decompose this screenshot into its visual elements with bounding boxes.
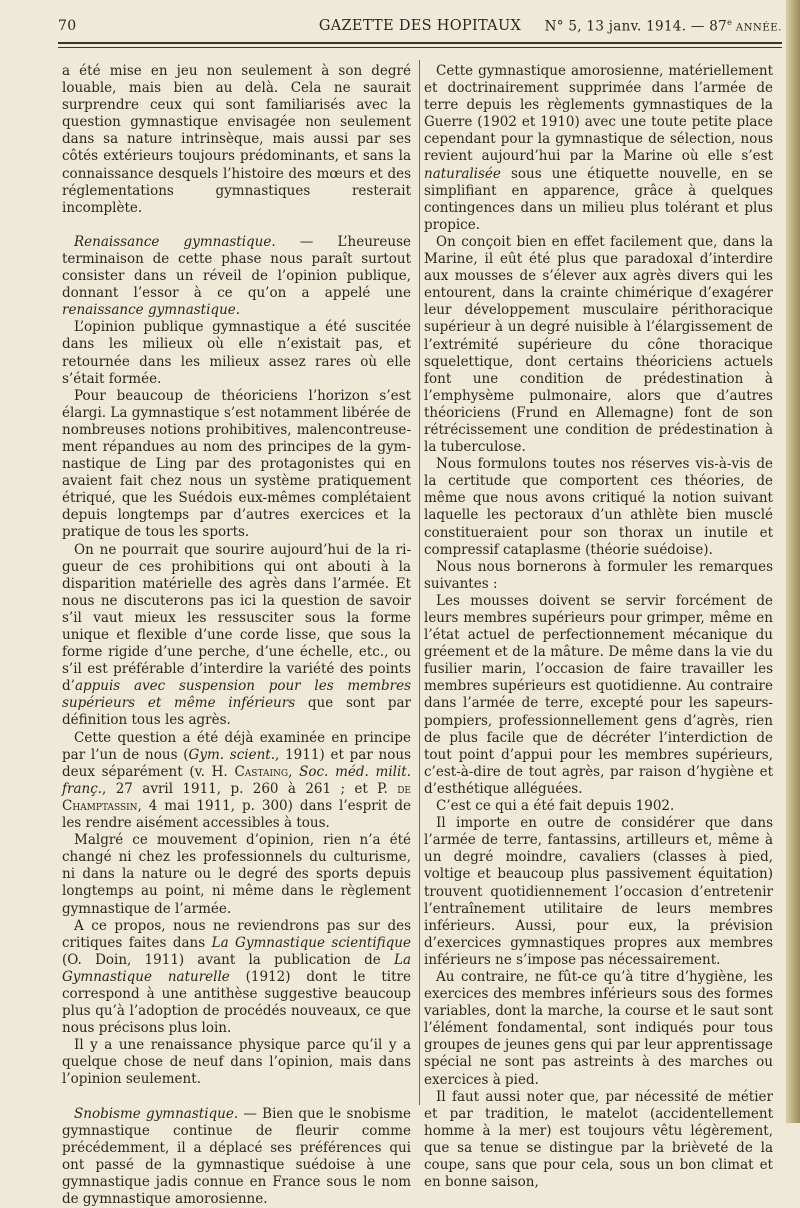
section-heading-snobisme: Snobisme gymnastique. <box>74 1105 239 1122</box>
paragraph-snobisme <box>62 1106 411 1208</box>
right-column <box>424 63 773 1191</box>
paragraph-renaissance <box>62 234 411 319</box>
issue-annee: ANNÉE. <box>732 22 782 34</box>
paragraph <box>424 63 773 234</box>
text-run: , <box>288 763 300 780</box>
paragraph: Nous nous bornerons à formuler les remarques suivantes : <box>424 558 773 592</box>
text-run: — L’heureuse terminaison de cette phase nous paraît surtout consister dans un réveil de l’opinion publique, donnant l’essor à ce qu’on a appelé une <box>62 233 411 302</box>
text-run: — Bien que le snobisme gymnastique continue de fleurir comme précédemment, il a déplacé ses préférences qui ont passé de la gymnastique suédoise à une gymnastique jadis connue en France sous le nom de gymnastique amorosienne. <box>62 1105 411 1207</box>
paragraph: Il importe en outre de considérer que dans l’armée de terre, fantassins, artilleurs et, même à un degré moindre, cavaliers (classes à pied, voltige et beaucoup plus passivement équitation) trouvent quotidiennement l’occasion d’entretenir l’entraînement utilitaire de leurs membres inférieurs. Aussi, pour eux, la prévision d’exercices gymnastiques propres aux membres inférieurs ne s’impose pas nécessairement. <box>424 815 773 968</box>
text-run: , 27 avril 1911, p. 260 à 261 ; et P. <box>102 780 398 797</box>
paragraph: Au contraire, ne fût-ce qu’à titre d’hygiène, les exercices des membres inférieurs sous des formes variables, dont la marche, la course et le saut sont l’élément fondamental, sont indiqués pour tous groupes de jeunes gens qui par leur apprentissage spécial ne sont pas astreints à des marches ou exercices à pied. <box>424 968 773 1088</box>
issue-date: N° 5, 13 janv. 1914. — 87 <box>544 18 728 35</box>
italic-run: appuis avec suspension pour les membres supérieurs et même inférieurs <box>62 678 411 712</box>
author-name: Castaing <box>234 763 289 780</box>
issue-info <box>545 18 782 35</box>
section-heading-renaissance: Renaissance gymnastique. <box>74 233 276 250</box>
column-divider <box>419 60 420 1105</box>
italic-run: renaissance gymnastique <box>62 302 236 319</box>
paragraph: L’opinion publique gymnastique a été suscitée dans les milieux où elle n’existait pas, et retournée dans les milieux assez rares où elle s’était formée. <box>62 319 411 387</box>
text-run: A ce propos, nous ne reviendrons pas sur des critiques faites dans <box>62 917 411 951</box>
text-run: , 1911) et par nous deux séparément (v. H. <box>62 746 411 780</box>
paragraph: Il y a une renaissance physique parce qu’il y a quelque chose de neuf dans l’opinion, mais dans l’opinion seulement. <box>62 1037 411 1088</box>
paragraph <box>62 918 411 1038</box>
issue-sup: e <box>727 18 733 27</box>
text-run: . <box>235 302 241 319</box>
book-title: La Gymnastique naturelle <box>62 951 411 985</box>
running-header <box>58 14 782 40</box>
citation: Gym. scient. <box>188 746 276 763</box>
paragraph: C’est ce qui a été fait depuis 1902. <box>436 798 675 815</box>
paragraph-references <box>62 730 411 833</box>
paragraph: Pour beaucoup de théoriciens l’horizon s’est élargi. La gymnastique s’est notamment libérée de nombreuses notions prohibitives, malencontreusement répandues au nom des principes de la gymnastique de Ling par des protagonistes qui en avaient fait chez nous un système pratiquement étriqué, que les Suédois eux-mêmes complétaient depuis longtemps par d’autres exercices et la pratique de tous les sports. <box>62 387 411 541</box>
header-rule-thin <box>58 47 782 48</box>
italic-run: naturalisée <box>424 165 501 182</box>
author-name: de Champtassin <box>62 780 411 814</box>
paragraph: On conçoit bien en effet facilement que, dans la Marine, il eût été plus que paradoxal d’interdire aux mousses de s’élever aux agrès divers qui les entourent, dans la crainte chimérique d’exagérer leur développement musculaire périthoracique supérieur à un degré nuisible à l’élargissement de l’extrémité supérieure du cône thoracique squelettique, dont certains théoriciens actuels font une condition de prédestination à l’emphysème pulmonaire, alors que d’autres théoriciens (Frund en Allemagne) font de son rétrécissement une condition de prédestination à la tuberculose. <box>424 233 773 456</box>
text-run: , 4 mai 1911, p. 300) dans l’esprit de les rendre aisément accessibles à tous. <box>62 797 411 832</box>
text-run: Cette gymnastique amorosienne, matériellement et doctrinairement supprimée dans l’armée de terre depuis les règlements gymnastiques de la Guerre (1902 et 1910) avec une toute petite place cependant pour la gymnastique de sélection, nous revient aujourd’hui par la Marine où elle s’est <box>424 63 773 165</box>
header-rule-thick <box>58 42 782 44</box>
text-run: (O. Doin, 1911) avant la publication de <box>62 951 394 968</box>
text-run: (1912) dont le titre correspond à une antithèse suggestive beaucoup plus qu’à l’adoption de procédés nouveaux, ce que nous précisons plus loin. <box>62 968 411 1037</box>
text-run: sous une étiquette nouvelle, en se simplifiant en apparence, grâce à quelques contingences dans un milieu plus tolérant et plus propice. <box>424 165 773 233</box>
paragraph: Il faut aussi noter que, par nécessité de métier et par tradition, le matelot (accidentellement homme à la mer) est toujours vêtu légèrement, que sa tenue se distingue par la brièveté de la coupe, sans que pour cela, sous un bon climat et en bonne saison, <box>424 1088 773 1191</box>
citation: Soc. méd. milit. franç. <box>62 763 411 797</box>
paragraph <box>62 542 411 730</box>
paragraph: a été mise en jeu non seulement à son degré louable, mais bien au delà. Cela ne saurait surprendre ceux qui sont familiarisés avec la question gymnastique envisagée non seulement dans sa nature intrinsèque, mais aussi par ses côtés extérieurs toujours prédominants, et sans la connaissance desquels l’histoire des mœurs et des réglementations gymnastiques resterait incomplète. <box>62 63 411 216</box>
left-column <box>62 63 411 1208</box>
text-run: On ne pourrait que sourire aujourd’hui de la rigueur de ces prohibitions qui ont abouti à la disparition matérielle des agrès dans l’armée. Et nous ne discuterons pas ici la question de savoir s’il vaut mieux les ressusciter sous la forme unique et flexible d’une corde lisse, que sous la forme rigide d’une perche, d’une échelle, etc., ou s’il est préférable d’interdire la variété des points d’ <box>62 541 411 695</box>
paragraph: Malgré ce mouvement d’opinion, rien n’a été changé ni chez les professionnels du culturisme, ni dans la nature ou le degré des sports depuis longtemps au point, ni même dans le règlement gymnastique de l’armée. <box>62 832 411 917</box>
paragraph: Les mousses doivent se servir forcément de leurs membres supérieurs pour grimper, même en l’état actuel de perfectionnement mécanique du gréement et de la mâture. De même dans la vie du fusilier marin, l’occasion de faire travailler les membres supérieurs est quotidienne. Au contraire dans l’armée de terre, excepté pour les sapeurs-pompiers, professionnellement gens d’agrès, rien de plus facile que de décréter l’interdiction de tout point d’appui pour les membres supérieurs, c’est-à-dire de tout agrès, par raison d’hygiène et d’esthétique alléguées. <box>424 592 773 797</box>
paragraph: Nous formulons toutes nos réserves vis-à-vis de la certitude que comportent ces théories, de même que nous avons critiqué la notion suivant laquelle les pectoraux d’un athlète bien musclé constitueraient pour son thorax un inutile et compressif cataplasme (théorie suédoise). <box>424 456 773 558</box>
page-number: 70 <box>58 18 77 34</box>
journal-title: GAZETTE DES HOPITAUX <box>318 18 522 34</box>
text-run: que sont par définition tous les agrès. <box>62 695 411 729</box>
page-binding-edge <box>786 0 800 1123</box>
book-title: La Gymnastique scientifique <box>211 934 411 951</box>
text-run: Cette question a été déjà examinée en principe par l’un de nous ( <box>62 729 411 763</box>
